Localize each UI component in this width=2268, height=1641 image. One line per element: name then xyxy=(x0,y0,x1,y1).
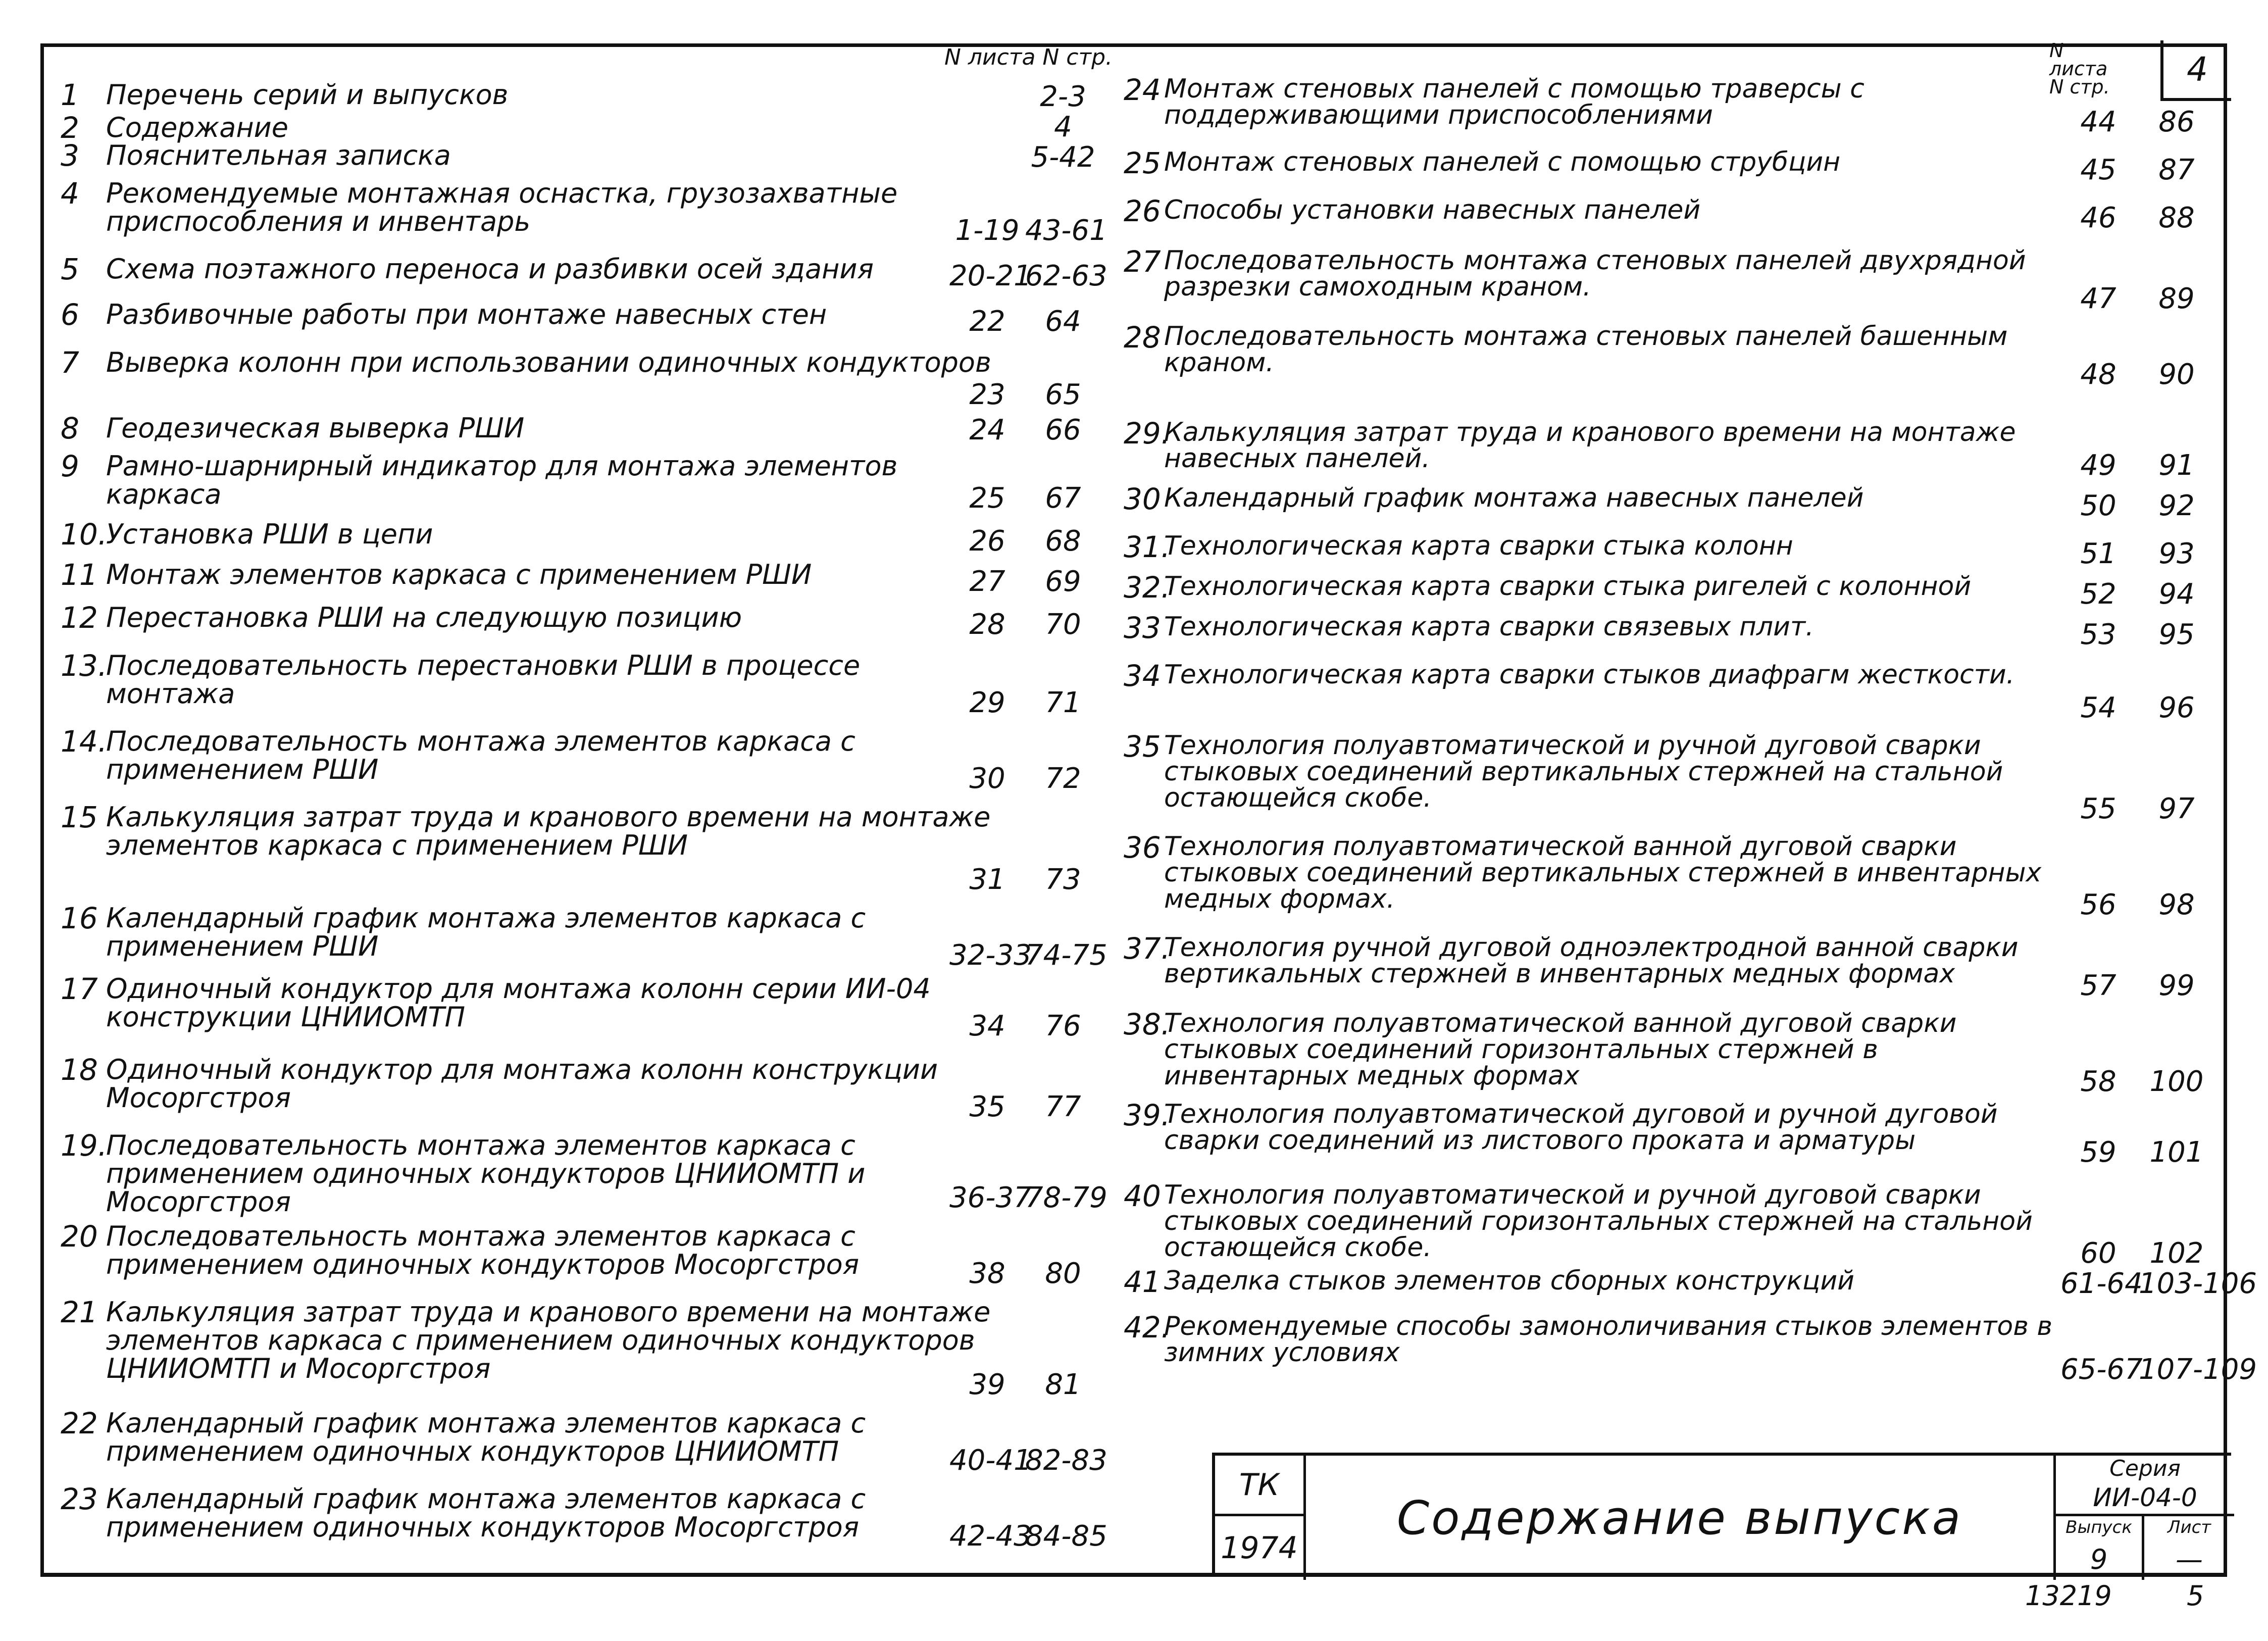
entry-number: 13. xyxy=(61,649,108,683)
entry-sheet-number: 61-64 xyxy=(2060,1267,2143,1300)
entry-title: Калькуляция затрат труда и кранового времени на монтаже навесных панелей. xyxy=(1164,417,2016,474)
entry-number: 31. xyxy=(1124,530,1171,564)
entry-number: 40 xyxy=(1124,1179,1161,1213)
entry-page-number: 101 xyxy=(2149,1136,2204,1169)
entry-sheet-number: 52 xyxy=(2080,578,2116,611)
entry-number: 5 xyxy=(61,252,79,286)
right-header-page: N стр. xyxy=(2049,76,2110,98)
entry-title: Содержание xyxy=(106,112,288,143)
contents-entry xyxy=(61,901,1107,972)
entry-number: 15 xyxy=(61,800,98,834)
contents-entry xyxy=(1124,659,2225,724)
contents-entry xyxy=(61,138,1101,174)
entry-title: Календарный график монтажа навесных панелей xyxy=(1164,483,1864,513)
entry-title: Установка РШИ в цепи xyxy=(106,518,433,550)
contents-entry xyxy=(61,297,1101,338)
entry-page-number: 94 xyxy=(2158,578,2195,611)
series-label: Серия xyxy=(2053,1456,2234,1481)
entry-page-number: 72 xyxy=(1045,762,1081,795)
entry-title: Технологическая карта сварки стыка ригелей с колонной xyxy=(1164,571,1972,602)
contents-entry xyxy=(61,411,1101,446)
entry-number: 11 xyxy=(61,558,98,592)
contents-entry xyxy=(61,1128,1107,1218)
entry-title: Перечень серий и выпусков xyxy=(106,79,509,111)
entry-number: 41 xyxy=(1124,1265,1161,1299)
entry-sheet-number: 55 xyxy=(2080,792,2116,825)
entry-sheet-number: 32-33 xyxy=(949,939,1032,972)
entry-page-number: 89 xyxy=(2158,282,2195,315)
entry-sheet-number: 59 xyxy=(2080,1136,2116,1169)
entry-title: Монтаж стеновых панелей с помощью струбцин xyxy=(1164,147,1841,177)
contents-entry xyxy=(1124,146,2225,186)
entry-title: Технология полуавтоматической дуговой и ручной дуговой сварки соединений из листового проката и арматуры xyxy=(1164,1099,1998,1156)
contents-entry xyxy=(61,449,1101,515)
entry-page-number: 78-79 xyxy=(1025,1181,1107,1214)
entry-number: 37. xyxy=(1124,931,1171,966)
entry-page-number: 80 xyxy=(1045,1257,1081,1290)
entry-sheet-number: 51 xyxy=(2080,537,2116,570)
entry-page-number: 91 xyxy=(2158,449,2195,482)
issue-value: 9 xyxy=(2053,1538,2144,1580)
entry-number: 4 xyxy=(61,176,79,211)
entry-page-number: 68 xyxy=(1045,525,1081,558)
entry-page-number: 102 xyxy=(2149,1237,2204,1270)
entry-title: Последовательность монтажа элементов каркаса с применением одиночных кондукторов ЦНИИОМТП и Мосоргстроя xyxy=(106,1129,866,1218)
contents-entry xyxy=(61,1219,1101,1290)
entry-sheet-number: 28 xyxy=(969,608,1005,641)
entry-number: 9 xyxy=(61,449,79,483)
entry-title: Календарный график монтажа элементов каркаса с применением РШИ xyxy=(106,902,866,962)
entry-number: 35 xyxy=(1124,729,1161,764)
contents-entry xyxy=(61,800,1101,896)
entry-number: 32. xyxy=(1124,570,1171,605)
entry-title: Выверка колонн при использовании одиночных кондукторов xyxy=(106,346,991,378)
contents-entry xyxy=(1124,570,2225,611)
contents-entry xyxy=(1124,73,2225,138)
entry-title: Одиночный кондуктор для монтажа колонн конструкции Мосоргстроя xyxy=(106,1054,938,1114)
left-column-header xyxy=(944,44,1113,70)
entry-title: Пояснительная записка xyxy=(106,139,451,171)
entry-number: 14. xyxy=(61,724,108,759)
entry-page-number: 100 xyxy=(2149,1065,2204,1098)
left-header-sheet: N листа xyxy=(944,44,1036,70)
entry-title: Одиночный кондуктор для монтажа колонн серии ИИ-04 конструкции ЦНИИОМТП xyxy=(106,973,931,1033)
entry-number: 27 xyxy=(1124,244,1161,279)
contents-entry xyxy=(1124,482,2225,522)
entry-sheet-number: 22 xyxy=(969,305,1005,338)
entry-title: Технологическая карта сварки стыка колонн xyxy=(1164,531,1793,561)
entry-sheet-number: 57 xyxy=(2080,969,2116,1002)
entry-page-number: 65 xyxy=(1045,378,1081,411)
entry-title: Монтаж элементов каркаса с применением РШИ xyxy=(106,559,812,590)
entry-title: Последовательность перестановки РШИ в процессе монтажа xyxy=(106,650,861,710)
contents-entry xyxy=(1124,830,2225,921)
entry-sheet-number: 31 xyxy=(969,863,1005,896)
entry-page-number: 97 xyxy=(2158,792,2195,825)
contents-entry xyxy=(61,1406,1107,1477)
contents-entry xyxy=(61,345,1101,411)
entry-sheet-number: 65-67 xyxy=(2060,1353,2143,1386)
entry-number: 2 xyxy=(61,111,79,145)
entry-page-number: 76 xyxy=(1045,1010,1081,1042)
entry-title: Последовательность монтажа стеновых панелей башенным краном. xyxy=(1164,321,2008,378)
entry-sheet-number: 50 xyxy=(2080,489,2116,522)
entry-sheet-number: 58 xyxy=(2080,1065,2116,1098)
entry-number: 10. xyxy=(61,517,108,552)
entry-number: 8 xyxy=(61,411,79,445)
entry-number: 6 xyxy=(61,297,79,332)
entry-page-number: 69 xyxy=(1045,565,1081,598)
sheet-value: — xyxy=(2176,1543,2203,1575)
contents-entry xyxy=(1124,1179,2225,1270)
contents-entry xyxy=(1124,416,2225,482)
entry-title: Технология полуавтоматической ванной дуговой сварки стыковых соединений горизонтальных стержней в инвентарных медных формах xyxy=(1164,1008,1957,1091)
entry-sheet-number: 27 xyxy=(969,565,1005,598)
entry-sheet-number: 25 xyxy=(969,482,1005,515)
entry-title: Последовательность монтажа элементов каркаса с применением РШИ xyxy=(106,725,855,785)
entry-number: 16 xyxy=(61,901,98,935)
entry-sheet-number: 30 xyxy=(969,762,1005,795)
entry-number: 21 xyxy=(61,1295,98,1329)
entry-page-number: 92 xyxy=(2158,489,2195,522)
entry-sheet-number: 20-21 xyxy=(949,260,1032,292)
sheet-label: Лист xyxy=(2167,1517,2211,1537)
contents-entry xyxy=(1124,530,2225,570)
contents-entry xyxy=(1124,729,2225,825)
entry-number: 29. xyxy=(1124,416,1171,451)
entry-sheet-number: 49 xyxy=(2080,449,2116,482)
right-header-sheet: N листа xyxy=(2049,39,2108,80)
entry-number: 1 xyxy=(61,78,79,112)
series-value: ИИ-04-0 xyxy=(2053,1481,2234,1516)
contents-entry xyxy=(61,649,1101,719)
contents-entry xyxy=(61,252,1107,292)
entry-page-number: 4 xyxy=(1054,111,1072,143)
entry-page-number: 107-109 xyxy=(2139,1353,2257,1386)
entry-number: 38. xyxy=(1124,1007,1171,1041)
entry-page-number: 77 xyxy=(1045,1090,1081,1123)
entry-number: 19. xyxy=(61,1128,108,1163)
contents-entry xyxy=(1124,1310,2257,1386)
entry-number: 42. xyxy=(1124,1310,1171,1345)
contents-entry xyxy=(1124,611,2225,651)
entry-number: 22 xyxy=(61,1406,98,1440)
entry-page-number: 43-61 xyxy=(1025,214,1107,247)
entry-page-number: 87 xyxy=(2158,154,2195,186)
title-block-org: ТК xyxy=(1215,1456,1306,1516)
entry-sheet-number: 23 xyxy=(969,378,1005,411)
entry-page-number: 90 xyxy=(2158,358,2195,391)
entry-page-number: 93 xyxy=(2158,537,2195,570)
entry-number: 25 xyxy=(1124,146,1161,180)
entry-page-number: 98 xyxy=(2158,888,2195,921)
contents-entry xyxy=(61,601,1101,641)
entry-sheet-number: 47 xyxy=(2080,282,2116,315)
entry-number: 30 xyxy=(1124,482,1161,516)
entry-title: Разбивочные работы при монтаже навесных стен xyxy=(106,299,827,330)
entry-title: Технология полуавтоматической и ручной дуговой сварки стыковых соединений горизонтальных стержней на стальной остающейся скобе. xyxy=(1164,1180,2033,1263)
entry-title: Последовательность монтажа элементов каркаса с применением одиночных кондукторов Мосоргстроя xyxy=(106,1220,860,1280)
contents-entry xyxy=(1124,1265,2257,1300)
entry-sheet-number: 39 xyxy=(969,1368,1005,1401)
entry-page-number: 103-106 xyxy=(2139,1267,2257,1300)
entry-title: Калькуляция затрат труда и кранового времени на монтаже элементов каркаса с применением одиночных кондукторов ЦНИИОМТП и Мосоргстроя xyxy=(106,1296,991,1384)
entry-page-number: 62-63 xyxy=(1025,260,1107,292)
entry-sheet-number: 48 xyxy=(2080,358,2116,391)
entry-sheet-number: 46 xyxy=(2080,202,2116,234)
contents-entry xyxy=(61,558,1101,598)
contents-entry xyxy=(1124,194,2225,234)
entry-title: Рамно-шарнирный индикатор для монтажа элементов каркаса xyxy=(106,450,898,510)
entry-number: 17 xyxy=(61,972,98,1006)
entry-sheet-number: 29 xyxy=(969,686,1005,719)
entry-number: 3 xyxy=(61,138,79,173)
footer-code: 13219 xyxy=(2025,1580,2112,1612)
entry-sheet-number: 45 xyxy=(2080,154,2116,186)
entry-sheet-number: 35 xyxy=(969,1090,1005,1123)
entry-title: Перестановка РШИ на следующую позицию xyxy=(106,602,742,633)
entry-page-number: 96 xyxy=(2158,691,2195,724)
entry-title: Способы установки навесных панелей xyxy=(1164,195,1701,225)
issue-label: Выпуск xyxy=(2053,1516,2144,1538)
entry-title: Календарный график монтажа элементов каркаса с применением одиночных кондукторов Мосоргстроя xyxy=(106,1483,866,1543)
entry-title: Рекомендуемые способы замоноличивания стыков элементов в зимних условиях xyxy=(1164,1311,2053,1368)
entry-sheet-number: 54 xyxy=(2080,691,2116,724)
footer-page: 5 xyxy=(2187,1580,2204,1612)
title-block xyxy=(1212,1453,2231,1577)
entry-title: Геодезическая выверка РШИ xyxy=(106,412,525,444)
entry-title: Технология полуавтоматической и ручной дуговой сварки стыковых соединений вертикальных стержней на стальной остающейся скобе. xyxy=(1164,730,2003,813)
entry-title: Схема поэтажного переноса и разбивки осей здания xyxy=(106,253,874,285)
entry-sheet-number: 36-37 xyxy=(949,1181,1032,1214)
contents-entry xyxy=(1124,1098,2225,1169)
entry-number: 20 xyxy=(61,1219,98,1254)
entry-sheet-number: 60 xyxy=(2080,1237,2116,1270)
entry-sheet-number: 24 xyxy=(969,414,1005,446)
entry-number: 12 xyxy=(61,601,98,635)
page-number: 4 xyxy=(2187,49,2208,89)
entry-page-number: 71 xyxy=(1045,686,1081,719)
title-block-title: Содержание выпуска xyxy=(1396,1490,1963,1545)
entry-page-number: 99 xyxy=(2158,969,2195,1002)
entry-sheet-number: 53 xyxy=(2080,618,2116,651)
title-block-year: 1974 xyxy=(1215,1516,1306,1580)
entry-title: Технологическая карта сварки стыков диафрагм жесткости. xyxy=(1164,660,2015,690)
contents-entry xyxy=(61,1053,1101,1123)
entry-page-number: 95 xyxy=(2158,618,2195,651)
entry-page-number: 86 xyxy=(2158,106,2195,138)
entry-title: Калькуляция затрат труда и кранового времени на монтаже элементов каркаса с применением РШИ xyxy=(106,801,991,861)
entry-title: Технология ручной дуговой одноэлектродной ванной сварки вертикальных стержней в инвентарных медных формах xyxy=(1164,932,2019,989)
entry-page-number: 82-83 xyxy=(1025,1444,1107,1477)
contents-entry xyxy=(61,1482,1107,1553)
entry-number: 24 xyxy=(1124,73,1161,107)
entry-sheet-number: 40-41 xyxy=(949,1444,1032,1477)
entry-title: Рекомендуемые монтажная оснастка, грузозахватные приспособления и инвентарь xyxy=(106,177,898,237)
entry-number: 28 xyxy=(1124,320,1161,355)
entry-number: 18 xyxy=(61,1053,98,1087)
entry-number: 7 xyxy=(61,345,79,380)
entry-title: Технология полуавтоматической ванной дуговой сварки стыковых соединений вертикальных стержней в инвентарных медных формах. xyxy=(1164,831,2042,914)
contents-entry xyxy=(1124,244,2225,315)
contents-entry xyxy=(61,78,1101,113)
left-header-page: N стр. xyxy=(1042,44,1113,70)
entry-sheet-number: 56 xyxy=(2080,888,2116,921)
entry-title: Монтаж стеновых панелей с помощью траверсы с поддерживающими приспособлениями xyxy=(1164,74,1864,130)
entry-page-number: 74-75 xyxy=(1025,939,1107,972)
entry-page-number: 88 xyxy=(2158,202,2195,234)
entry-page-number: 84-85 xyxy=(1025,1520,1107,1553)
entry-page-number: 81 xyxy=(1045,1368,1081,1401)
contents-entry xyxy=(61,1295,1101,1401)
entry-page-number: 66 xyxy=(1045,414,1081,446)
entry-title: Заделка стыков элементов сборных конструкций xyxy=(1164,1266,1854,1296)
contents-entry xyxy=(61,111,1101,145)
entry-title: Технологическая карта сварки связевых плит. xyxy=(1164,612,1814,642)
entry-page-number: 5-42 xyxy=(1031,141,1095,174)
entry-sheet-number: 34 xyxy=(969,1010,1005,1042)
entry-number: 23 xyxy=(61,1482,98,1516)
entry-sheet-number: 38 xyxy=(969,1257,1005,1290)
entry-sheet-number: 26 xyxy=(969,525,1005,558)
entry-page-number: 67 xyxy=(1045,482,1081,515)
entry-page-number: 2-3 xyxy=(1040,80,1086,113)
entry-sheet-number: 44 xyxy=(2080,106,2116,138)
entry-sheet-number: 42-43 xyxy=(949,1520,1032,1553)
contents-entry xyxy=(1124,320,2225,391)
contents-entry xyxy=(61,724,1101,795)
contents-entry xyxy=(61,972,1101,1042)
contents-entry xyxy=(61,517,1101,558)
entry-title: Последовательность монтажа стеновых панелей двухрядной разрезки самоходным краном. xyxy=(1164,245,2026,302)
entry-number: 26 xyxy=(1124,194,1161,228)
entry-page-number: 73 xyxy=(1045,863,1081,896)
entry-number: 36 xyxy=(1124,830,1161,865)
entry-page-number: 64 xyxy=(1045,305,1081,338)
contents-entry xyxy=(1124,1007,2225,1098)
contents-entry xyxy=(61,176,1107,247)
entry-title: Календарный график монтажа элементов каркаса с применением одиночных кондукторов ЦНИИОМТП xyxy=(106,1407,866,1467)
entry-number: 33 xyxy=(1124,611,1161,645)
entry-sheet-number: 1-19 xyxy=(955,214,1020,247)
entry-number: 34 xyxy=(1124,659,1161,693)
entry-number: 39. xyxy=(1124,1098,1171,1132)
entry-page-number: 70 xyxy=(1045,608,1081,641)
contents-entry xyxy=(1124,931,2225,1002)
